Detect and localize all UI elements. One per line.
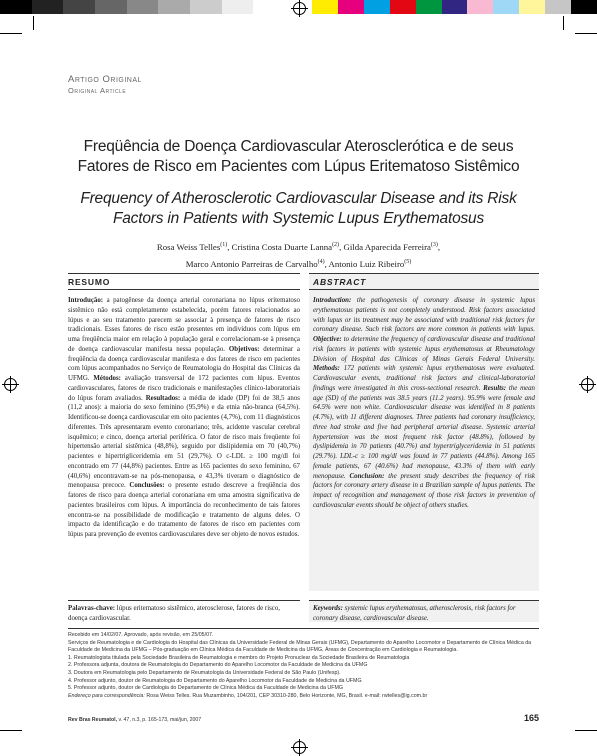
correspondence-label: Endereço para correspondência:	[68, 692, 145, 699]
journal-name: Rev Bras Reumatol,	[68, 717, 118, 723]
author-name: Cristina Costa Duarte Lanna	[231, 241, 333, 252]
affiliation-note: 2. Professora adjunta, doutora de Reumatologia do Departamento do Aparelho Locomotor da Faculdade de Medicina da UFMG	[68, 662, 368, 669]
resumo-intro: a patogênese da doença arterial coronariana no lúpus eritematoso sistêmico não está completamente estabelecida, porém fatores relacionados ao lúpus e ao seu tratamento parecem se associar à presença de fatores de risco tradicionais. Esses fatores de risco estão presentes em indivíduos com lúpus em uma freqüência maior em relação à população geral e correlacionam-se à presença de doença cardiovascular manifesta nessa população.	[68, 297, 300, 353]
keywords-label: Keywords:	[313, 605, 343, 612]
authors-line-2: Marco Antonio Parreiras de Carvalho$^{(4)}$, Antonio Luiz Ribeiro$^{(5)}$	[185, 258, 412, 269]
abstract-heading: ABSTRACT	[309, 273, 539, 290]
registration-mark-left	[4, 378, 17, 391]
resumo-column	[68, 273, 300, 540]
registration-mark-top	[293, 2, 306, 15]
resumo-results: a média de idade (DP) foi de 38,5 anos (11,2 anos): a maioria do sexo feminino (95,9%) e da etnia não-branca (64,5%). Identificou-se doença cardiovascular em oito pacientes (4,7%), com 11 diagnósticos diferentes. Três apresentaram evento coronariano; três, acidente vascular cerebral isquêmico; e cinco, doença arterial periférica. O fator de risco mais freqüente foi hipertensão arterial sistêmica (48,8%), seguido por dislipidemia em 70 (40,7%) pacientes e hipertrigliceridemia em 51 (29,7%). O c-LDL ≥ 100 mg/dl foi encontrado em 77 (44,8%) pacientes. Entre as 165 pacientes do sexo feminino, 67 (40,6%) encontravam-se na pós-menopausa, e 43,3% tiveram o diagnóstico de menopausa precoce.	[68, 394, 300, 490]
affiliation-note: 5. Professor adjunto, doutor de Cardiologia do Departamento de Clínica Médica da Faculdade de Medicina da UFMG	[68, 685, 344, 692]
registration-mark-bottom	[293, 741, 306, 754]
keywords	[309, 600, 539, 622]
authors-line-1: Rosa Weiss Telles$^{(1)}$, Cristina Costa Duarte Lanna$^{(2)}$, Gilda Aparecida Ferreira$^{(3)}$,	[156, 241, 441, 252]
crop-mark	[563, 16, 564, 30]
title-portuguese: Freqüência de Doença Cardiovascular Aterosclerótica e de seus Fatores de Risco em Pacientes com Lúpus Eritematoso Sistêmico	[77, 138, 520, 175]
author-name: Gilda Aparecida Ferreira	[343, 241, 431, 252]
page-number: 165	[523, 713, 539, 723]
page-footer	[68, 713, 539, 723]
resumo-objective: determinar a freqüência da doença cardiovascular manifesta e dos fatores de risco em pacientes com lúpus acompanhados no Serviço de Reumatologia do Hospital das Clínicas da UFMG.	[68, 345, 300, 382]
crop-mark	[33, 16, 34, 30]
article-type-en: Original Article	[68, 86, 127, 95]
abstract-results-label: Results:	[483, 384, 507, 392]
title-english: Frequency of Atherosclerotic Cardiovascular Disease and its Risk Factors in Patients with Systemic Lupus Erythematosus	[80, 190, 517, 227]
author-affiliation: (2)	[332, 242, 340, 248]
citation-details: v. 47, n.3, p. 165-173, mai/jun, 2007	[117, 717, 202, 723]
resumo-text	[68, 296, 300, 540]
abstract-conclusion-label: Conclusion:	[349, 472, 385, 480]
author-affiliation: (4)	[317, 258, 325, 265]
article-type	[68, 74, 142, 96]
service-note: Serviços de Reumatologia e de Cardiologia do Hospital das Clínicas da Universidade Federal de Minas Gerais (UFMG), Departamento do Aparelho Locomotor e Departamento de Clínica Médica da Faculdade de Medicina da UFMG – Pós-graduação em Clínica Médica da Faculdade de Medicina da UFMG, Áreas de Concentração em Cardiologia e Reumatologia.	[68, 639, 532, 654]
author-affiliation: (5)	[404, 258, 412, 265]
palavras-chave	[68, 600, 300, 624]
resumo-intro-label: Introdução:	[68, 297, 104, 304]
article-type-pt: Artigo Original	[68, 74, 142, 85]
affiliation-note: 4. Professor adjunto, doutor de Reumatologia do Departamento do Aparelho Locomotor da Faculdade de Medicina da UFMG	[68, 677, 362, 684]
journal-citation	[68, 717, 201, 723]
abstract-methods: 172 patients with systemic lupus erythematosus were evaluated. Cardiovascular events, traditional risk factors and clinical-laboratorial findings were investigated in this cross-sectional research.	[313, 365, 535, 392]
abstract-objective-label: Objective:	[313, 336, 342, 343]
correspondence-text: Rosa Weiss Telles. Rua Muzambinho, 104/201, CEP 30310-280, Belo Horizonte, MG, Brasil. e-mail: rwtelles@ig.com.br	[144, 692, 428, 699]
crop-mark	[575, 730, 597, 731]
resumo-objective-label: Objetivos:	[228, 345, 260, 353]
abstract-methods-label: Methods:	[313, 365, 340, 373]
author-affiliation: (3)	[430, 242, 438, 248]
resumo-conclusion: o presente estudo descreve a freqüência dos fatores de risco para doença arterial coronariana em uma amostra significativa de pacientes brasileiros com lúpus. A importância do reconhecimento de tais fatores encontra-se na possibilidade de modificação e tratamento de alguns deles. O impacto da identificação e do tratamento de fatores de risco em pacientes com lúpus para prevenção de eventos cardiovasculares deve ser objeto de novos estudos.	[68, 482, 300, 538]
print-gray-bar	[0, 0, 285, 14]
authors	[68, 238, 529, 272]
palavras-chave-label: Palavras-chave:	[68, 605, 116, 612]
resumo-heading: RESUMO	[68, 273, 300, 290]
abstract-text	[309, 296, 539, 511]
resumo-conclusion-label: Conclusões:	[129, 482, 165, 490]
author-affiliation: (1)	[220, 242, 228, 248]
registration-mark-right	[581, 378, 594, 391]
palavras-chave-text: lúpus eritematoso sistêmico, aterosclerose, fatores de risco, doença cardiovascular.	[68, 605, 281, 622]
abstract-results: the mean age (SD) of the patients was 38.5 years (11.2 years). 95.9% were female and 64.5% were non white. Cardiovascular disease was identified in 8 patients (4.7%), with 11 different diagnoses. Three patients had coronary insufficiency, three had stroke and five had peripheral arterial disease. Systemic arterial hypertension was the most frequent risk factor (48.8%), followed by dyslipidemia in 70 patients (40.7%) and hypertriglyceridemia in 51 patients (29.7%). LDL-c ≥ 100 mg/dl was found in 77 patients (44.8%). Among 165 female patients, 67 (40.6%) had menopause, 43.3% of them with early menopause.	[313, 384, 535, 480]
abstract-objective: to determine the frequency of cardiovascular disease and traditional risk factors in patients with systemic lupus erythematosus at Rheumatology Division of Hospital das Clínicas of Minas Gerais Federal University.	[313, 336, 535, 363]
crop-mark	[0, 730, 22, 731]
resumo-methods: avaliação transversal de 172 pacientes com lúpus. Eventos cardiovasculares, fatores de risco tradicionais e manifestações clínico-laboratoriais do lúpus foram avaliados.	[68, 375, 300, 402]
print-color-bar	[312, 0, 597, 14]
affiliation-note: 1. Reumatologista titulada pela Sociedade Brasileira de Reumatologia e membro do Projeto Pronuclear da Sociedade Brasileira de Reumatologia	[68, 654, 410, 661]
resumo-results-label: Resultados:	[145, 394, 181, 402]
affiliation-note: 3. Doutora em Reumatologia pelo Departamento de Reumatologia da Universidade Federal de São Paulo (Unifesp).	[68, 669, 341, 676]
abstract-conclusion: the present study describes the frequency of risk factors for coronary artery disease in a Brazilian sample of lupus patients. The impact of recognition and management of those risk factors in prevention of cardiovascular events should be object of others studies.	[313, 472, 535, 509]
abstract-column	[309, 273, 539, 591]
abstract-intro-label: Introduction:	[313, 297, 352, 304]
author-name: Antonio Luiz Ribeiro	[328, 258, 405, 269]
author-name: Marco Antonio Parreiras de Carvalho	[185, 258, 318, 269]
author-name: Rosa Weiss Telles	[156, 241, 221, 252]
footnotes	[68, 628, 539, 700]
resumo-methods-label: Métodos:	[93, 375, 121, 382]
correspondence-address	[68, 693, 539, 701]
received-note: Recebido em 14/02/07. Aprovado, após revisão, em 25/05/07.	[68, 632, 214, 638]
keywords-text: systemic lupus erythematosus, atherosclerosis, risk factors for coronary disease, cardiovascular disease.	[313, 605, 516, 622]
abstract-intro: the pathogenesis of coronary disease in systemic lupus erythematosus patients is not completely understood. Risk factors associated with lupus or its treatment may be associated with traditional risk factors for coronary disease. Such risk factors are more common in patients with lupus.	[313, 297, 535, 334]
crop-mark	[0, 33, 22, 34]
crop-mark	[575, 33, 597, 34]
